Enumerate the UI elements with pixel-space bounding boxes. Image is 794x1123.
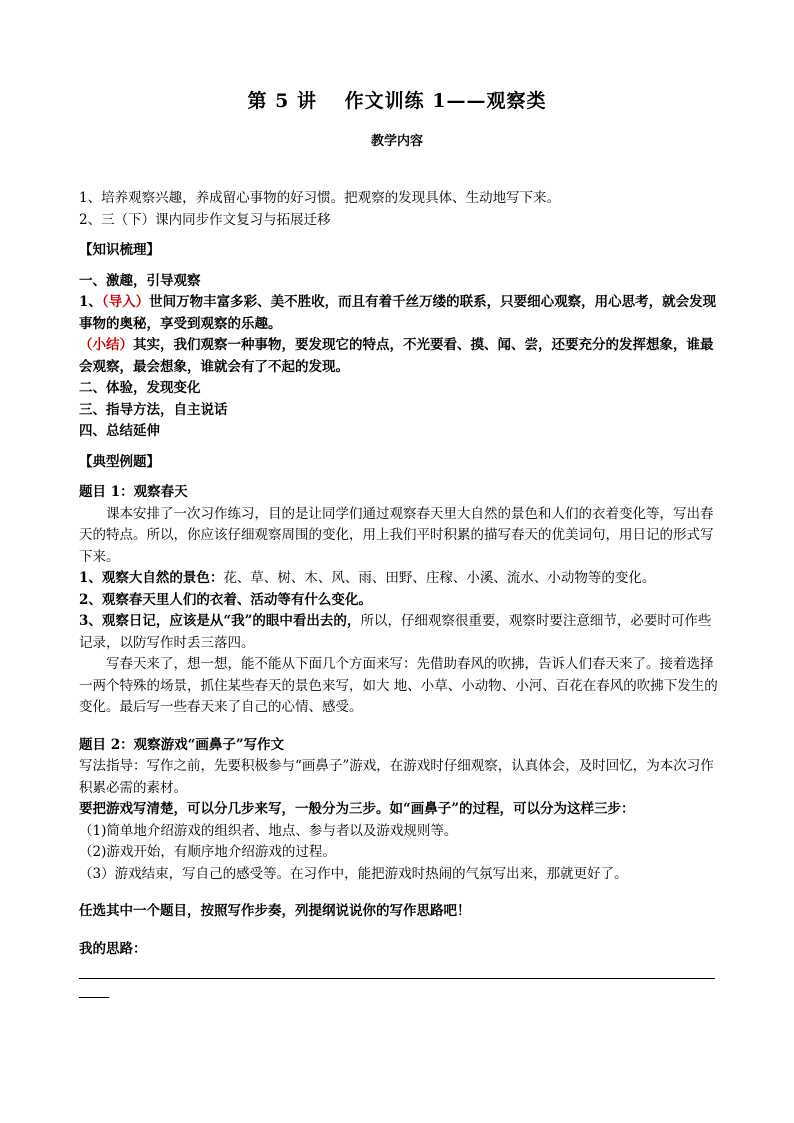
answer-line-continued[interactable]: [79, 979, 109, 998]
question-1-item-2: 2、观察春天里人们的衣着、活动等有什么变化。: [79, 591, 372, 608]
my-ideas-label: 我的思路：: [79, 940, 147, 957]
intro-prefix: 1、: [79, 294, 102, 310]
objective-2: 2、三（下）课内同步作文复习与拓展迁移: [79, 211, 331, 228]
question-1-title: 题目 1：观察春天: [79, 484, 188, 500]
section-4-title: 四、总结延伸: [79, 423, 160, 439]
question-2-step-2: （2)游戏开始，有顺序地介绍游戏的过程。: [79, 844, 336, 860]
intro-paragraph: [79, 292, 719, 335]
item-3-text: 所以，仔细观察很重要，观察时要注意细节，必要时可作些记录，以防写作时丢三落四。: [79, 613, 712, 651]
question-2-title: 题目 2：观察游戏“画鼻子”写作文: [79, 736, 285, 753]
document-body: [79, 188, 719, 998]
question-2-guide: 写法指导：写作之前，先要积极参与“画鼻子”游戏，在游戏时仔细观察，认真体会，及时回忆，为本次习作积累必需的素材。: [79, 758, 714, 796]
summary-tag: （小结）: [79, 337, 133, 353]
question-2-step-3: （3）游戏结束，写自己的感受等。在习作中，能把游戏时热闹的气氛写出来，那就更好了。: [79, 865, 628, 882]
question-1-paragraph-2: 写春天来了，想一想，能不能从下面几个方面来写：先借助春风的吹拂，告诉人们春天来了。接着选择一两个特殊的场景，抓住某些春天的景色来写，如大 地、小草、小动物、小河、百花在春风的吹拂下发生的变化。最后写一些春天来了自己的心情、感受。: [79, 656, 718, 715]
summary-text: 其实，我们观察一种事物，要发现它的特点，不光要看、摸、闻、尝，还要充分的发挥想象，谁最会观察，最会想象，谁就会有了不起的发现。: [79, 337, 714, 375]
section-1-title: 一、激趣，引导观察: [79, 272, 201, 289]
page-title: 第 5 讲 作文训练 1——观察类: [247, 90, 547, 112]
section-3-title: 三、指导方法，自主说话: [79, 401, 228, 418]
question-1-item-1: [79, 568, 719, 590]
examples-heading: 【典型例题】: [79, 453, 160, 470]
question-2-step-1: （1)简单地介绍游戏的组织者、地点、参与者以及游戏规则等。: [79, 822, 458, 839]
item-3-bold: 3、观察日记，应该是从“我”的眼中看出去的，: [79, 613, 361, 629]
question-1-paragraph: 课本安排了一次习作练习，目的是让同学们通过观察春天里大自然的景色和人们的衣着变化等，写出春天的特点。所以，你应该仔细观察周围的变化，用上我们平时积累的描写春天的优美词句，用日记的形式写下来。: [79, 505, 714, 565]
page-subtitle: 教学内容: [370, 134, 423, 149]
summary-paragraph: [79, 335, 719, 378]
task-prompt: 任选其中一个题目，按照写作步奏，列提纲说说你的写作思路吧！: [79, 903, 471, 919]
answer-line[interactable]: [79, 964, 715, 979]
question-1-item-3: [79, 611, 719, 654]
intro-text: 世间万物丰富多彩、美不胜收，而且有着千丝万缕的联系，只要细心观察，用心思考，就会发现事物的奥秘，享受到观察的乐趣。: [79, 294, 717, 332]
intro-tag: （导入）: [101, 294, 150, 310]
objective-1: 1、培养观察兴趣，养成留心事物的好习惯。把观察的发现具体、生动地写下来。: [79, 190, 561, 206]
item-1-text: 花、草、树、木、风、雨、田野、庄稼、小溪、流水、小动物等的变化。: [223, 570, 656, 586]
knowledge-heading: 【知识梳理】: [79, 242, 160, 258]
section-2-title: 二、体验，发现变化: [79, 380, 201, 396]
question-2-steps-intro: 要把游戏写清楚，可以分几步来写，一般分为三步。如“画鼻子”的过程，可以分为这样三步：: [79, 801, 635, 817]
item-1-bold: 1、观察大自然的景色：: [79, 570, 224, 586]
